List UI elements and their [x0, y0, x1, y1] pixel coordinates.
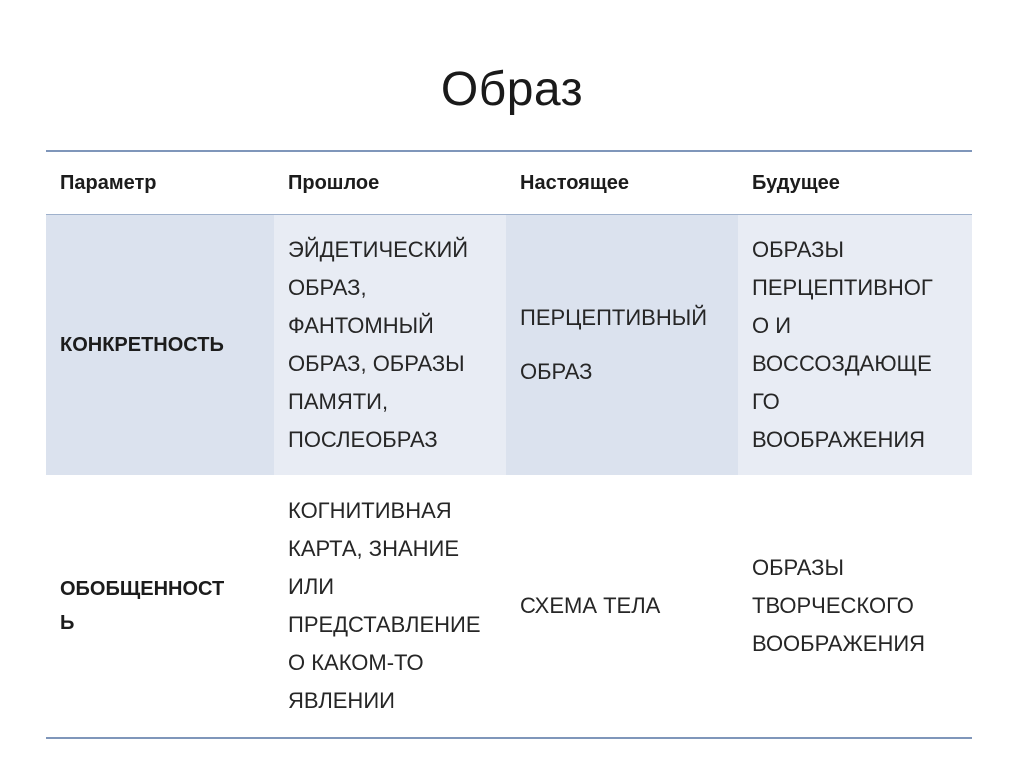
- row-past-text: ЭЙДЕТИЧЕСКИЙ ОБРАЗ, ФАНТОМНЫЙ ОБРАЗ, ОБРАЗЫ ПАМЯТИ, ПОСЛЕОБРАЗ: [288, 237, 469, 452]
- header-label: Прошлое: [288, 171, 380, 194]
- header-label: Будущее: [752, 171, 840, 194]
- row-parameter-cell: [46, 215, 274, 475]
- header-label: Настоящее: [520, 171, 629, 194]
- table-row: [46, 475, 972, 737]
- row-future-cell: [738, 475, 972, 737]
- header-cell-present: [506, 172, 738, 195]
- comparison-table: [46, 150, 972, 739]
- row-parameter-label: ОБОБЩЕННОСТ Ь: [60, 578, 225, 634]
- row-future-cell: [738, 215, 972, 475]
- row-present-cell: [506, 215, 738, 475]
- row-parameter-cell: [46, 475, 274, 737]
- header-label: Параметр: [60, 171, 157, 194]
- row-present-text: СХЕМА ТЕЛА: [520, 593, 661, 618]
- row-present-cell: [506, 475, 738, 737]
- header-cell-parameter: [46, 172, 274, 195]
- row-parameter-label: КОНКРЕТНОСТЬ: [60, 334, 224, 356]
- row-past-cell: [274, 475, 506, 737]
- row-past-text: КОГНИТИВНАЯ КАРТА, ЗНАНИЕ ИЛИ ПРЕДСТАВЛЕНИЕ О КАКОМ-ТО ЯВЛЕНИИ: [288, 498, 481, 713]
- table-header-row: [46, 152, 972, 215]
- page-title: Образ: [440, 63, 584, 116]
- row-past-cell: [274, 215, 506, 475]
- header-cell-future: [738, 172, 972, 195]
- row-future-text: ОБРАЗЫ ПЕРЦЕПТИВНОГ О И ВОССОЗДАЮЩЕ ГО ВООБРАЖЕНИЯ: [752, 237, 933, 452]
- row-present-text: ПЕРЦЕПТИВНЫЙ ОБРАЗ: [520, 305, 708, 384]
- row-future-text: ОБРАЗЫ ТВОРЧЕСКОГО ВООБРАЖЕНИЯ: [752, 555, 926, 656]
- table-row: [46, 215, 972, 475]
- header-cell-past: [274, 172, 506, 195]
